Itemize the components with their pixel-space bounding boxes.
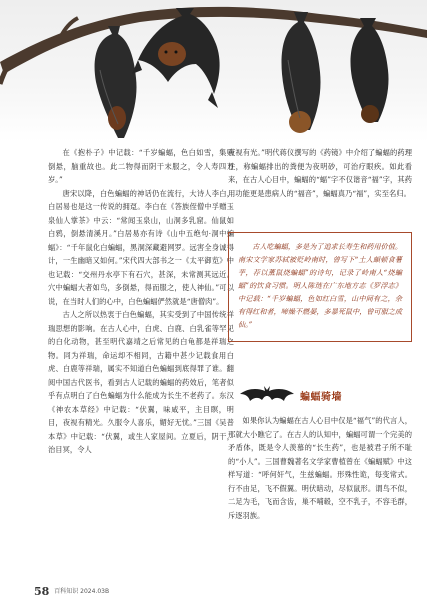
left-text-column: [48, 146, 234, 457]
page-footer: [34, 585, 109, 597]
right-text-column-bottom: [228, 414, 412, 522]
page-number: 58: [34, 585, 50, 598]
right-text-column-top: [228, 146, 412, 200]
bat-3: [282, 12, 321, 133]
bat-4: [351, 18, 389, 123]
magazine-name: 百科知识 2024.03B: [54, 588, 110, 595]
bat-1: [95, 26, 137, 138]
section-heading: [238, 384, 408, 406]
bat-2: [132, 8, 220, 108]
left-paragraph-2: 唐宋以降，白色蝙蝠的神话仍在流行，大诗人李白，白居易也是这一传说的拥趸。李白在《答族侄僧中孚赠玉泉仙人掌茶》中云：“常闻玉泉山，山洞多乳窟。仙鼠如白鸦，倒悬清溪月。”白居易亦有诗《山中五绝句·洞中蝙蝠》：“千年鼠化白蝙蝠，黑洞深藏避网罗。远害全身诚得计，一生幽暗又如何。”宋代四大部书之一《太平御览》中也记载：“交州丹水亭下有石穴，甚深，未常测其远近。穴中蝙蝠大者如鸟，多倒悬，得而服之，使人神仙。”可以说，在当时人们的心中，白色蝙蝠俨然就是“唐僧肉”。: [48, 188, 234, 306]
bat-silhouette-icon: [238, 384, 296, 406]
left-paragraph-3: 古人之所以热衷于白色蝙蝠，其实受到了中国传统祥瑞思想的影响。在古人心中，白虎、白鹿、白乳雀等罕见的白化动物，甚至明代嘉靖之后常见的白龟都是祥瑞之物。同为祥瑞，命运却不相同，古籍中甚少记载食用白虎、白鹿等祥瑞，属实不知道白色蝙蝠到底得罪了谁。翻阅中国古代医书，看到古人记载的蝙蝠的药效后，笔者似乎有点明白了白色蝙蝠为什么能成为长生不老药了。东汉《神农本草经》中记载：“伏翼，味咸平，主目瞑，明目，夜视有精光。久服令人喜乐，媚好无忧。”三国《吴普本草》中记载：“伏翼，或生人家屋间。立夏后，阴干，治目冥，令人: [48, 310, 234, 454]
sidebar-note-text: 古人吃蝙蝠，多是为了追求长寿生和药用价值。南宋文学家苏轼被贬岭南时，曾写下“土人頔顿食薯芋，荐以薰鼠烧蝙蝠”的诗句，记录了岭南人“烧蝙蝠”的饮食习惯。明人陈琏在广东地方志《罗浮志》中记载：“千岁蝙蝠，色如红白雪，山中间有之，余有得红和者，啼燥不燃晏，多暴死鼠中，曾可服之成仙。”: [238, 242, 402, 329]
sidebar-note-box: [228, 232, 412, 342]
bats-on-branch-illustration: [0, 0, 427, 142]
header-photo-bats: [0, 0, 427, 142]
right-paragraph-1: 夜视有光。”明代蒋仪撰写的《药镜》中介绍了蝙蝠的药理性，称蝙蝠排出的粪便为夜明砂，可治疗眼疾。如此看来，在古人心目中，蝙蝠的“蝠”字不仅谐音“福”字，其药用功能更是患病人的“福音”，蝙蝠真乃“福”，实至名归。: [228, 148, 412, 198]
right-paragraph-2: 如果你认为蝙蝠在古人心目中仅是“福气”的代言人，那就大小瞧它了。在古人的认知中，蝙蝠可谓一个完美的矛盾体，既是令人羡慕的“长生药”，也是被君子所不耻的“小人”。三国曹魏著名文学家曹植曾在《蝙蝠赋》中这样写道：“呼何奸气，生兹蝙蝠。形殊性诡，每变常式。行不由足，飞不假翼。明伏暗动，尽似鼠形。谓鸟不似，二足为毛，飞而含齿，巢不哺毂，空不乳子，不容毛群，斥逐羽族。: [228, 416, 412, 520]
section-title: 蝙蝠骑墙: [300, 392, 342, 403]
left-paragraph-1: 在《抱朴子》中记载：“千岁蝙蝠，色白如雪，集则倒悬，脑重故也。此二物得而阴干末服之，令人寿四万岁。”: [48, 148, 234, 184]
